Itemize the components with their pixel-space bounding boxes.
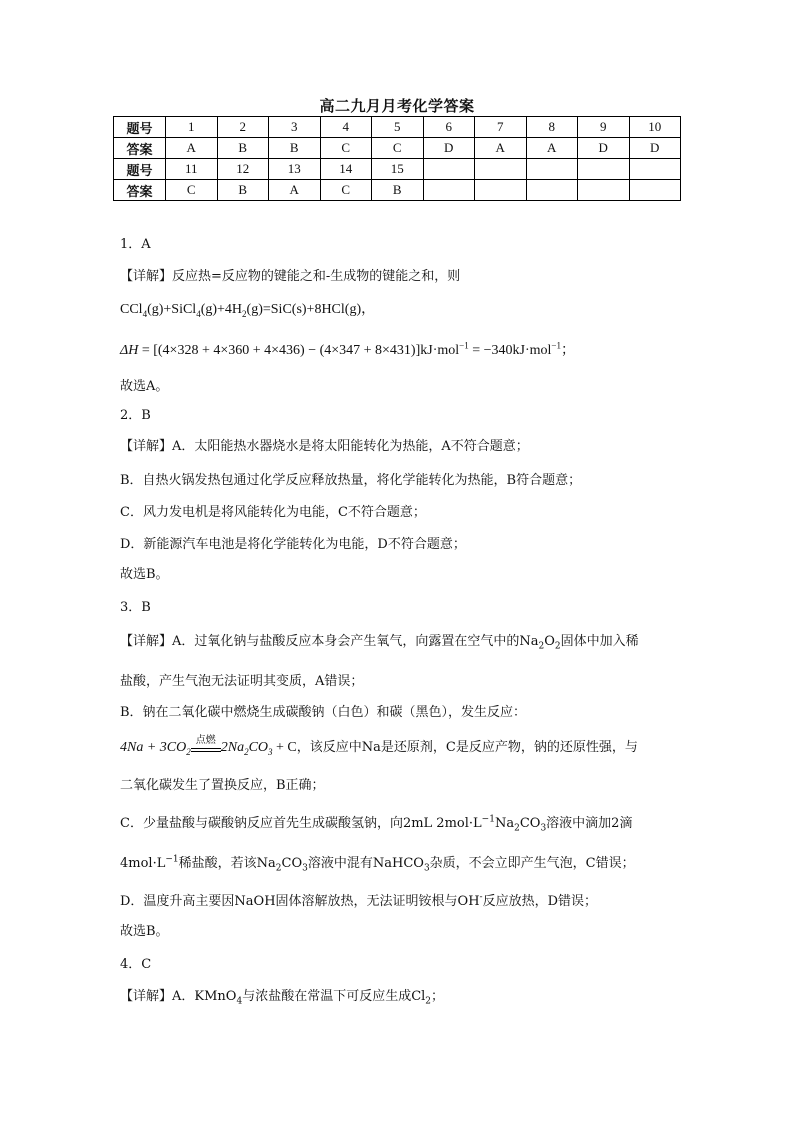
q3-choose: 故选B。 (120, 924, 169, 939)
answer-table-cell: 14 (320, 159, 372, 180)
answer-table-cell: 3 (269, 117, 321, 138)
answer-table-cell: 11 (166, 159, 218, 180)
answer-table-cell (526, 180, 578, 201)
q3-option-a-line2: 盐酸，产生气泡无法证明其变质，A错误； (120, 674, 364, 689)
answer-table-cell: A (166, 138, 218, 159)
q1-equation-enthalpy: ΔH = [(4×328 + 4×360 + 4×436) − (4×347 + 8×431)]kJ·mol$^{-1}$ = −340kJ·mol$^{-1}$； (120, 340, 575, 358)
q2-option-c: C．风力发电机是将风能转化为电能，C不符合题意； (120, 505, 426, 520)
q3-option-b-line3: 二氧化碳发生了置换反应，B正确； (120, 778, 325, 793)
answer-table-cell: 12 (217, 159, 269, 180)
q2-option-b: B．自热火锅发热包通过化学反应释放热量，将化学能转化为热能，B符合题意； (120, 473, 582, 488)
q3-option-c-line1: C．少量盐酸与碳酸钠反应首先生成碳酸氢钠，向2mL $2mol\cdot L^{-1}Na_2CO_3$溶液中滴加2滴 (120, 814, 633, 834)
answer-table-cell: B (269, 138, 321, 159)
answer-table-cell: B (217, 180, 269, 201)
answer-table-cell (578, 180, 630, 201)
q2-heading: 2．B (120, 408, 151, 423)
q3-equation: $4Na + 3CO_2$ (120, 740, 191, 757)
answer-table-cell: B (217, 138, 269, 159)
answer-table-cell (423, 159, 475, 180)
q1-detail: 【详解】反应热=反应物的键能之和-生成物的键能之和，则 (120, 269, 461, 284)
answer-table-cell (629, 159, 681, 180)
answer-table-cell: 1 (166, 117, 218, 138)
answer-table-row-header: 题号 (114, 117, 166, 138)
q2-choose: 故选B。 (120, 567, 169, 582)
answer-table-cell (423, 180, 475, 201)
answer-table-row (114, 180, 681, 201)
answer-table-row (114, 159, 681, 180)
answer-table-cell: 15 (372, 159, 424, 180)
answer-table-cell (578, 159, 630, 180)
answer-table-cell: 2 (217, 117, 269, 138)
reaction-arrow: 点燃 (191, 744, 221, 752)
answer-table-cell: D (629, 138, 681, 159)
answer-table-row (114, 138, 681, 159)
answer-table (113, 116, 681, 201)
q4-option-a: 【详解】A．KMnO$_4$与浓盐酸在常温下可反应生成$Cl_2$； (120, 989, 445, 1007)
q3-option-d: D．温度升高主要因NaOH固体溶解放热，无法证明铵根与OH-反应放热，D错误； (120, 892, 598, 909)
answer-table-cell: A (475, 138, 527, 159)
q1-heading: 1．A (120, 237, 151, 252)
answer-table-cell (475, 180, 527, 201)
q1-choose: 故选A。 (120, 379, 169, 394)
q3-heading: 3．B (120, 600, 151, 615)
answer-table-cell: C (166, 180, 218, 201)
answer-table-cell: 8 (526, 117, 578, 138)
q3-option-b-line1: B．钠在二氧化碳中燃烧生成碳酸钠（白色）和碳（黑色），发生反应： (120, 705, 527, 720)
q2-option-d: D．新能源汽车电池是将化学能转化为电能，D不符合题意； (120, 537, 466, 552)
answer-table-cell: 7 (475, 117, 527, 138)
answer-table-cell: 5 (372, 117, 424, 138)
answer-table-cell: B (372, 180, 424, 201)
q3-option-b-line2: $4Na + 3CO_2$ 点燃 $2Na_2CO_3 + C$，该反应中Na是还原剂，C是反应产物，钠的还原性强，与 (120, 734, 638, 757)
q2-option-a: 【详解】A．太阳能热水器烧水是将太阳能转化为热能，A不符合题意； (120, 439, 529, 454)
answer-table-cell: C (320, 138, 372, 159)
answer-table-row-header: 题号 (114, 159, 166, 180)
answer-table-cell: A (269, 180, 321, 201)
q4-heading: 4．C (120, 957, 152, 972)
answer-table-row-header: 答案 (114, 180, 166, 201)
answer-table-cell: C (320, 180, 372, 201)
page-title: 高二九月月考化学答案 (319, 97, 475, 115)
answer-table-cell (526, 159, 578, 180)
answer-table-cell: 10 (629, 117, 681, 138)
answer-table-row-header: 答案 (114, 138, 166, 159)
answer-table-cell: 13 (269, 159, 321, 180)
answer-table-cell: C (372, 138, 424, 159)
answer-table-cell: 4 (320, 117, 372, 138)
q1-equation-reaction: $CCl_4(g)+SiCl_4(g)+4H_2(g)=SiC(s)+8HCl(g)$， (120, 302, 376, 319)
answer-table-cell (475, 159, 527, 180)
q3-option-c-line2: $4mol\cdot L^{-1}$稀盐酸，若该$Na_2CO_3$溶液中混有NaHCO$_3$杂质，不会立即产生气泡，C错误； (120, 854, 635, 874)
answer-table-cell: D (578, 138, 630, 159)
answer-table-cell (629, 180, 681, 201)
answer-table-cell: 9 (578, 117, 630, 138)
answer-table-cell: D (423, 138, 475, 159)
answer-table-cell: A (526, 138, 578, 159)
q3-option-a-line1: 【详解】A．过氧化钠与盐酸反应本身会产生氧气，向露置在空气中的$Na_2O_2$固体中加入稀 (120, 634, 639, 652)
answer-table-cell: 6 (423, 117, 475, 138)
answer-table-row (114, 117, 681, 138)
